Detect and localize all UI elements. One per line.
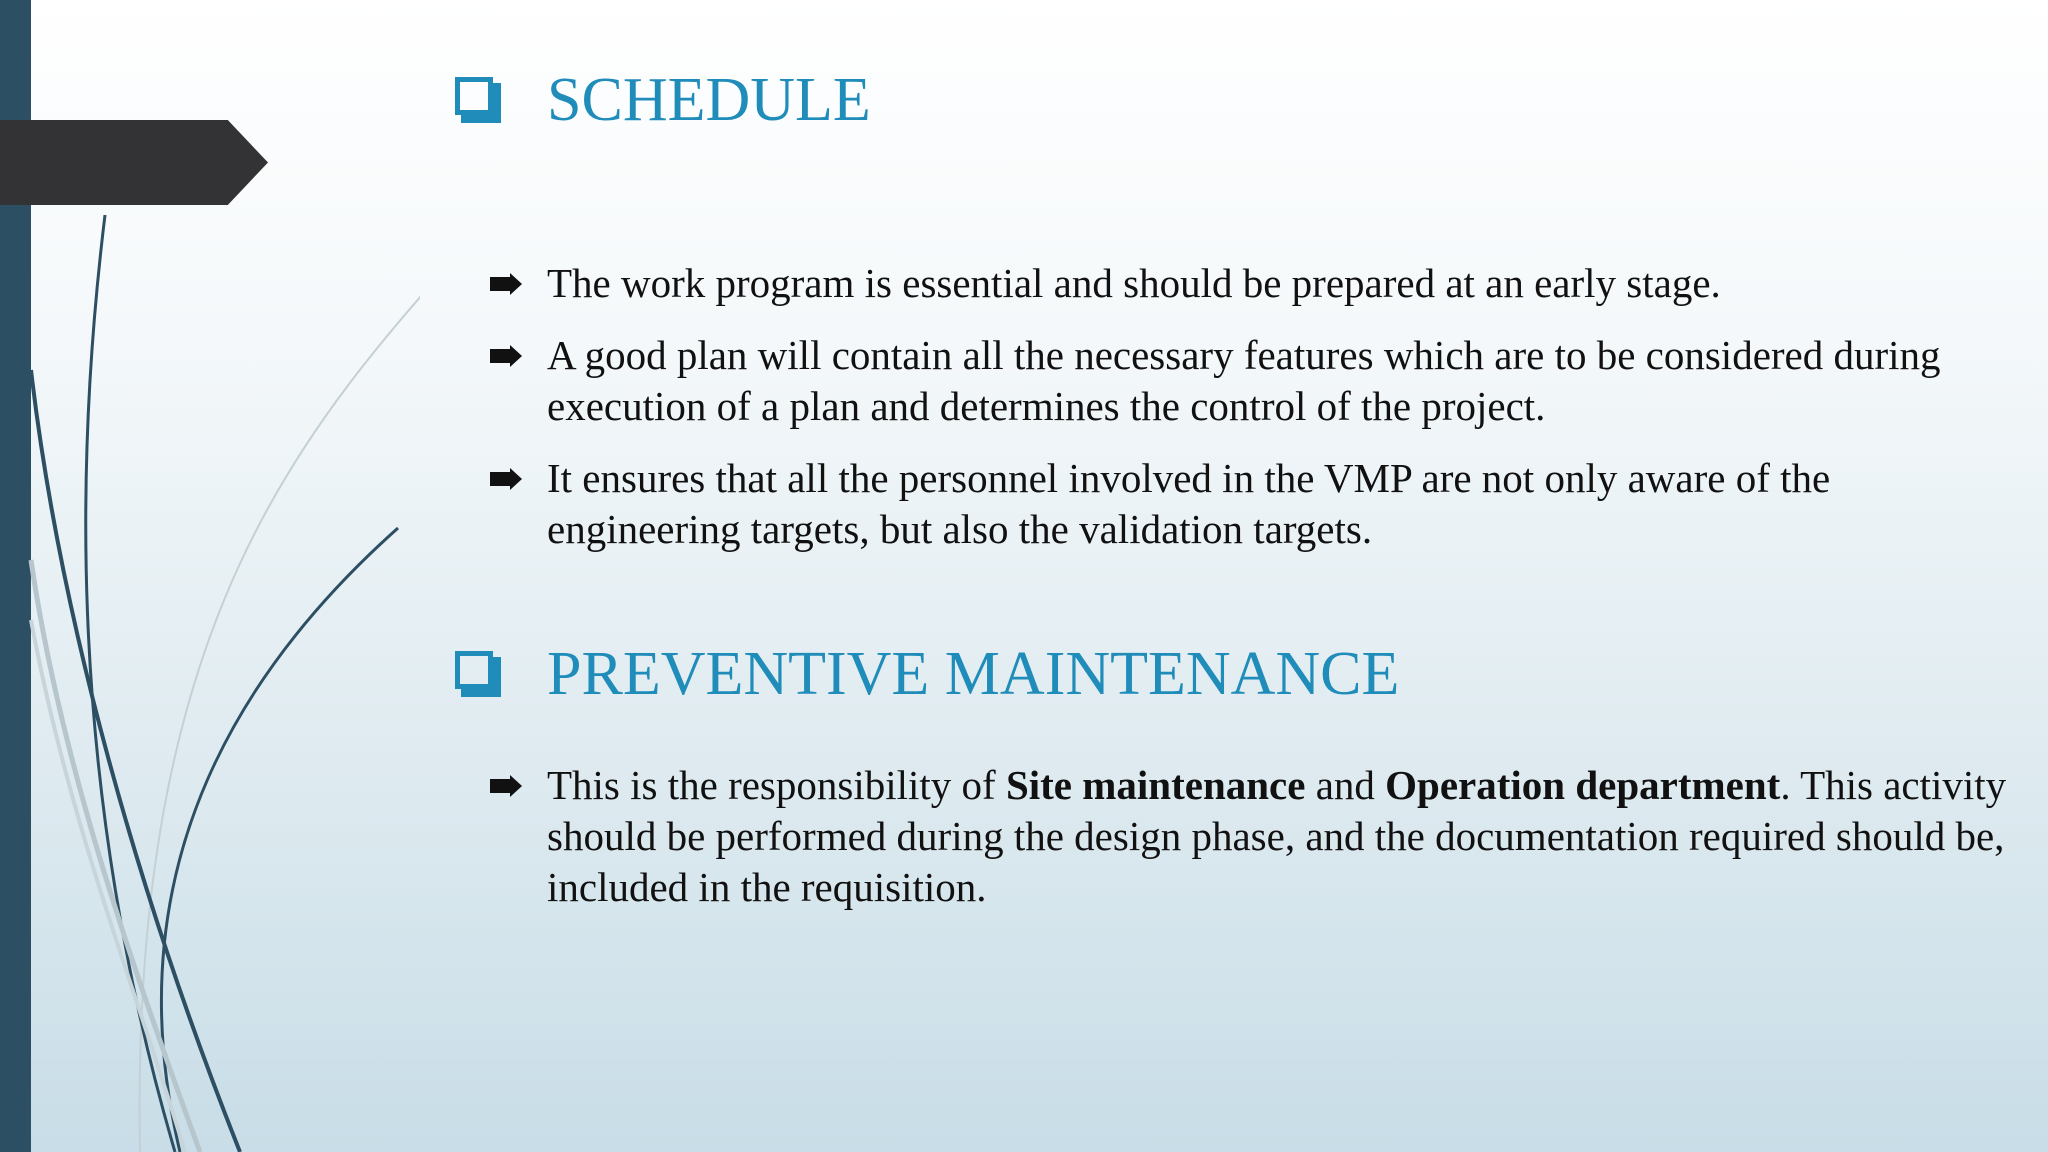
section-header	[455, 64, 2027, 136]
bullet-item	[455, 453, 2027, 555]
bullet-item	[455, 330, 2027, 432]
arrow-bullet-icon	[490, 468, 522, 490]
arrow-bullet-icon	[490, 775, 522, 797]
arrow-bullet-icon	[490, 273, 522, 295]
bullet-item	[455, 760, 2027, 913]
bullet-text-part: and	[1305, 762, 1386, 808]
bullet-text-part: . This activity should be performed during the design phase, and the documentation required should be, included in the requisition.	[547, 762, 2007, 910]
bold-site-maintenance: Site maintenance	[1005, 762, 1306, 808]
bullet-list	[455, 258, 2027, 555]
section-title: PREVENTIVE MAINTENANCE	[547, 640, 1400, 708]
section-header	[455, 638, 2027, 710]
arrow-bullet-icon	[490, 345, 522, 367]
bullet-list	[455, 760, 2027, 913]
bold-operation-department: Operation department	[1385, 762, 1781, 808]
section-preventive-maintenance	[455, 638, 2027, 934]
bullet-text: The work program is essential and should be prepared at an early stage.	[547, 260, 1721, 306]
decorative-swooshes	[0, 0, 420, 1152]
bullet-text: It ensures that all the personnel involved in the VMP are not only aware of the engineering targets, but also the validation targets.	[547, 455, 1831, 552]
bullet-item	[455, 258, 2027, 309]
checkbox-icon	[455, 77, 501, 123]
section-schedule	[455, 64, 2027, 576]
bullet-text: A good plan will contain all the necessary features which are to be considered during execution of a plan and determines the control of the project.	[547, 332, 1941, 429]
section-title: SCHEDULE	[547, 66, 871, 134]
checkbox-icon	[455, 651, 501, 697]
bullet-text-part: This is the responsibility of	[547, 762, 1006, 808]
